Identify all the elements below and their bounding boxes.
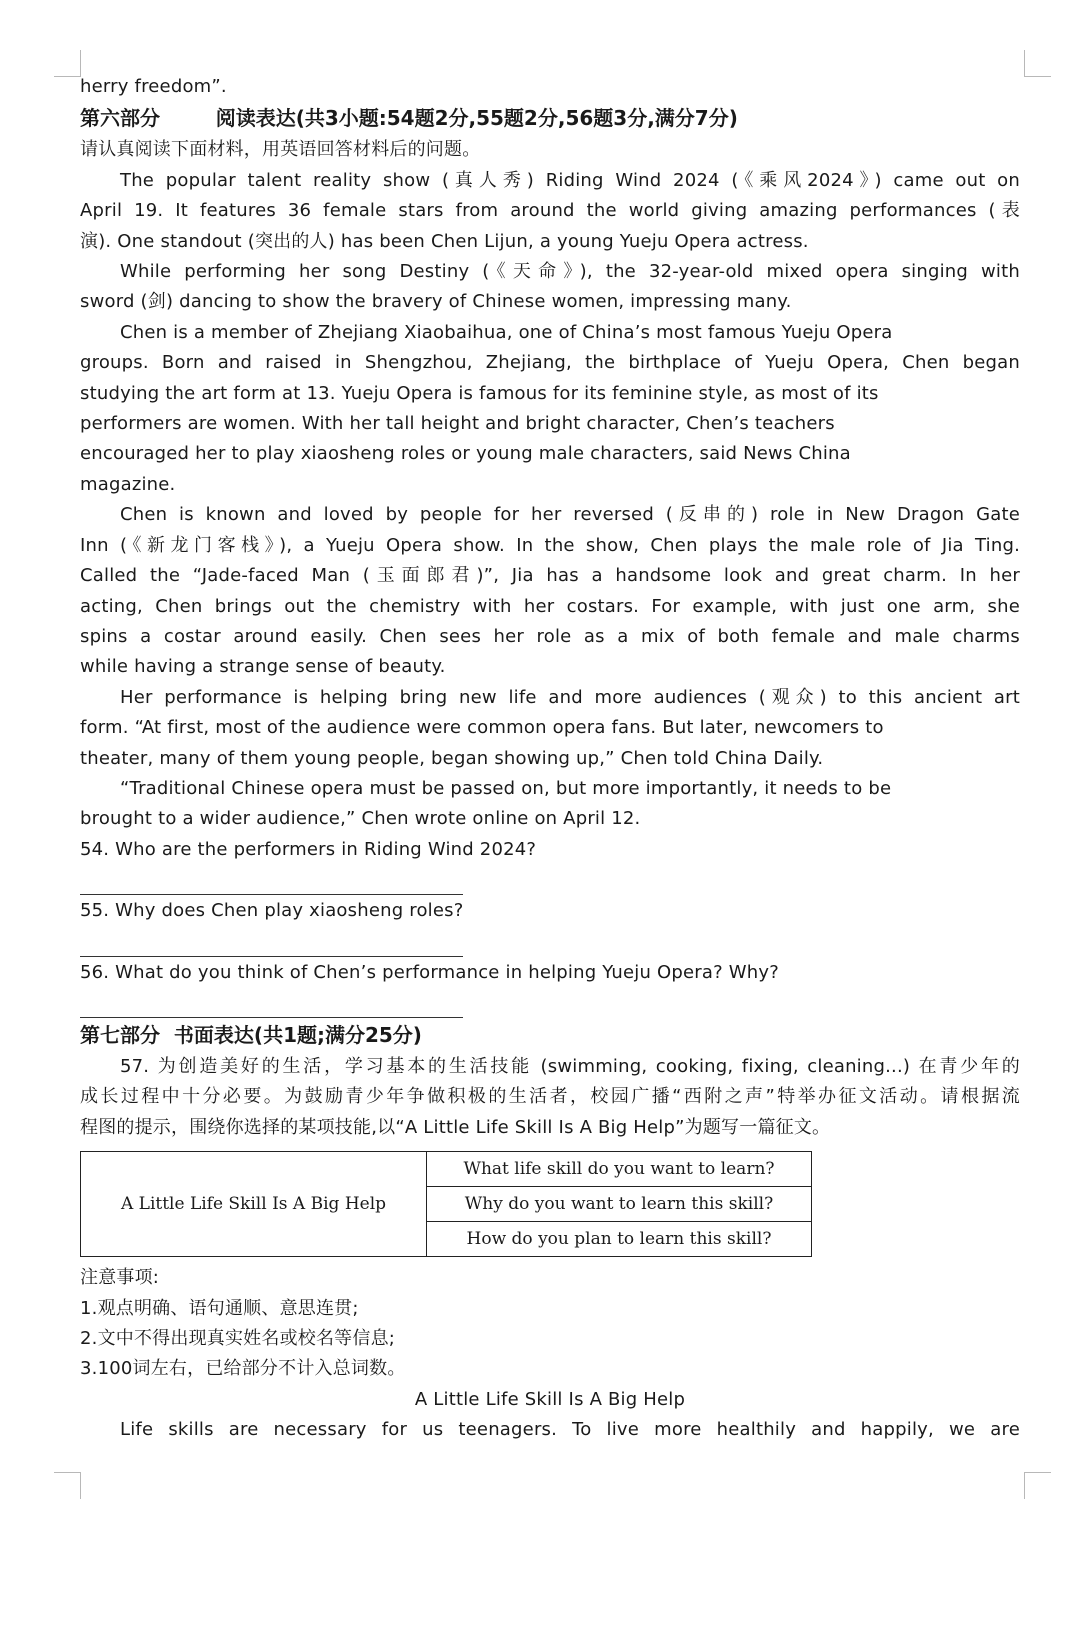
passage-line: Called the “Jade-faced Man (玉面郎君)”, Jia has a handsome look and great charm. In her: [80, 565, 1020, 587]
answer-line-54[interactable]: [80, 865, 463, 895]
flowchart-question-1: What life skill do you want to learn?: [427, 1152, 812, 1187]
flowchart-question-2: Why do you want to learn this skill?: [427, 1187, 812, 1222]
writing-prompt-line: 程图的提示，围绕你选择的某项技能,以“A Little Life Skill Is A Big Help”为题写一篇征文。: [80, 1116, 831, 1138]
passage-line: performers are women. With her tall height and bright character, Chen’s teachers: [80, 413, 835, 435]
essay-title: A Little Life Skill Is A Big Help: [414, 1388, 686, 1410]
reading-instruction: 请认真阅读下面材料，用英语回答材料后的问题。: [80, 139, 481, 161]
flowchart-question-3: How do you plan to learn this skill?: [427, 1222, 812, 1257]
answer-line-55[interactable]: [80, 927, 463, 957]
prev-text-tail: herry freedom”.: [80, 76, 227, 97]
passage-line: April 19. It features 36 female stars from around the world giving amazing performances (表: [80, 200, 1020, 222]
question-55: 55. Why does Chen play xiaosheng roles?: [80, 900, 464, 922]
crop-mark-top-right: [1024, 50, 1051, 77]
section-six-heading: 第六部分 阅读表达(共3小题:54题2分,55题2分,56题3分,满分7分): [80, 106, 738, 131]
essay-opening-line: Life skills are necessary for us teenagers. To live more healthily and happily, we are: [120, 1419, 1020, 1441]
question-54: 54. Who are the performers in Riding Wind 2024?: [80, 838, 537, 860]
passage-line: sword (剑) dancing to show the bravery of Chinese women, impressing many.: [80, 291, 792, 313]
passage-line: theater, many of them young people, began showing up,” Chen told China Daily.: [80, 747, 824, 769]
passage-line: brought to a wider audience,” Chen wrote online on April 12.: [80, 808, 641, 830]
writing-prompt-line: 57. 为创造美好的生活，学习基本的生活技能 (swimming, cooking, fixing, cleaning...) 在青少年的: [120, 1055, 1020, 1077]
passage-line: Her performance is helping bring new life and more audiences (观众) to this ancient art: [120, 686, 1020, 708]
crop-mark-top-left: [54, 50, 81, 77]
writing-prompt-line: 成长过程中十分必要。为鼓励青少年争做积极的生活者，校园广播“西附之声”特举办征文活动。请根据流: [80, 1086, 1020, 1108]
passage-line: studying the art form at 13. Yueju Opera is famous for its feminine style, as most of its: [80, 382, 879, 404]
crop-mark-bottom-left: [54, 1472, 81, 1499]
passage-line: “Traditional Chinese opera must be passed on, but more importantly, it needs to be: [120, 777, 892, 799]
passage-line: form. “At first, most of the audience were common opera fans. But later, newcomers to: [80, 717, 884, 739]
note-item: 3.100词左右，已给部分不计入总词数。: [80, 1358, 406, 1380]
passage-line: while having a strange sense of beauty.: [80, 656, 446, 678]
section-seven-heading: 第七部分 书面表达(共1题;满分25分): [80, 1022, 422, 1047]
passage-line: While performing her song Destiny (《天命》), the 32-year-old mixed opera singing with: [120, 261, 1020, 283]
passage-line: magazine.: [80, 473, 176, 495]
passage-line: Inn (《新龙门客栈》), a Yueju Opera show. In the show, Chen plays the male role of Jia Ting.: [80, 534, 1020, 556]
passage-line: Chen is a member of Zhejiang Xiaobaihua, one of China’s most famous Yueju Opera: [120, 321, 893, 343]
notes-title: 注意事项:: [80, 1267, 160, 1289]
writing-flowchart-table: [80, 1151, 812, 1257]
reading-passage: [80, 166, 1020, 835]
document-page: [80, 72, 1020, 1446]
flowchart-title: A Little Life Skill Is A Big Help: [81, 1152, 427, 1257]
answer-line-56[interactable]: [80, 988, 463, 1018]
passage-line: acting, Chen brings out the chemistry with her costars. For example, with just one arm, she: [80, 595, 1020, 617]
note-item: 1.观点明确、语句通顺、意思连贯;: [80, 1297, 359, 1319]
passage-line: encouraged her to play xiaosheng roles or young male characters, said News China: [80, 443, 851, 465]
crop-mark-bottom-right: [1024, 1472, 1051, 1499]
note-item: 2.文中不得出现真实姓名或校名等信息;: [80, 1328, 396, 1349]
passage-line: Chen is known and loved by people for her reversed (反串的) role in New Dragon Gate: [120, 504, 1020, 526]
passage-line: spins a costar around easily. Chen sees her role as a mix of both female and male charms: [80, 625, 1020, 647]
passage-line: groups. Born and raised in Shengzhou, Zhejiang, the birthplace of Yueju Opera, Chen began: [80, 352, 1020, 374]
question-56: 56. What do you think of Chen’s performance in helping Yueju Opera? Why?: [80, 961, 780, 983]
passage-line: 演). One standout (突出的人) has been Chen Lijun, a young Yueju Opera actress.: [80, 230, 809, 252]
passage-line: The popular talent reality show (真人秀) Riding Wind 2024 (《乘风2024》) came out on: [120, 169, 1020, 191]
